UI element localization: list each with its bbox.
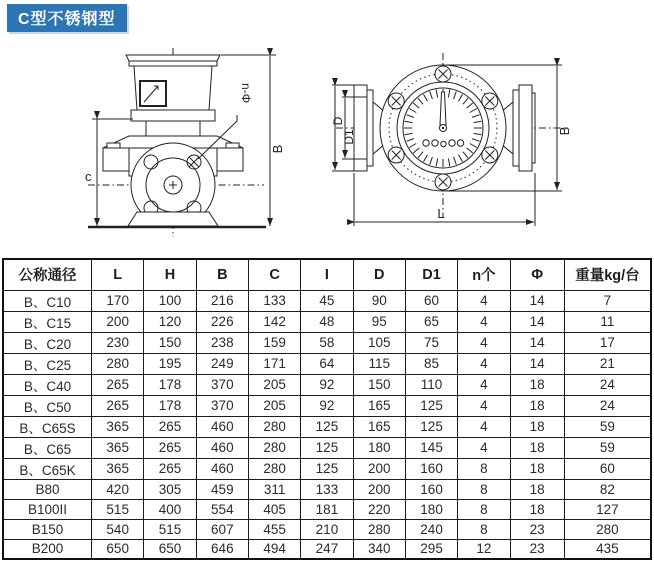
value-cell: 494 [248,539,300,559]
dimension-b-label: B [557,126,572,136]
model-cell: B、C20 [3,332,92,353]
value-cell: 240 [405,519,457,539]
model-cell: B100II [3,499,92,519]
value-cell: 82 [564,479,651,499]
value-cell: 216 [196,290,248,311]
value-cell: 405 [248,499,300,519]
value-cell: 159 [248,332,300,353]
value-cell: 150 [353,374,405,395]
model-cell: B、C10 [3,290,92,311]
value-cell: 4 [458,332,510,353]
value-cell: 265 [92,374,144,395]
value-cell: 18 [510,395,564,416]
value-cell: 18 [510,458,564,479]
value-cell: 125 [301,437,353,458]
value-cell: 23 [510,539,564,559]
value-cell: 365 [92,437,144,458]
value-cell: 265 [144,416,196,437]
value-cell: 65 [405,311,457,332]
table-row [3,479,651,499]
value-cell: 280 [248,437,300,458]
value-cell: 18 [510,479,564,499]
value-cell: 160 [405,458,457,479]
value-cell: 120 [144,311,196,332]
value-cell: 181 [301,499,353,519]
value-cell: 4 [458,353,510,374]
dimension-b [221,55,285,226]
value-cell: 4 [458,374,510,395]
value-cell: 554 [196,499,248,519]
value-cell: 247 [301,539,353,559]
model-cell: B、C50 [3,395,92,416]
column-header: C [248,259,300,290]
model-cell: B200 [3,539,92,559]
value-cell: 200 [353,479,405,499]
model-cell: B、C65 [3,437,92,458]
column-header: B [196,259,248,290]
value-cell: 58 [301,332,353,353]
value-cell: 435 [564,539,651,559]
table-row [3,311,651,332]
value-cell: 200 [92,311,144,332]
model-cell: B150 [3,519,92,539]
value-cell: 160 [405,479,457,499]
dimension-d-label: D [331,116,345,126]
value-cell: 4 [458,437,510,458]
value-cell: 11 [564,311,651,332]
value-cell: 60 [564,458,651,479]
value-cell: 178 [144,374,196,395]
value-cell: 540 [92,519,144,539]
value-cell: 14 [510,353,564,374]
value-cell: 18 [510,437,564,458]
register-window [140,81,166,106]
dimension-c [85,119,133,226]
value-cell: 4 [458,395,510,416]
value-cell: 515 [144,519,196,539]
table-row [3,353,651,374]
value-cell: 305 [144,479,196,499]
value-cell: 45 [301,290,353,311]
value-cell: 459 [196,479,248,499]
value-cell: 265 [144,458,196,479]
value-cell: 295 [405,539,457,559]
value-cell: 165 [353,416,405,437]
value-cell: 18 [510,374,564,395]
column-header: 重量kg/台 [564,259,651,290]
model-cell: B、C25 [3,353,92,374]
spec-table [2,258,652,560]
value-cell: 400 [144,499,196,519]
value-cell: 133 [248,290,300,311]
value-cell: 370 [196,374,248,395]
value-cell: 21 [564,353,651,374]
table-row [3,458,651,479]
value-cell: 4 [458,416,510,437]
value-cell: 265 [92,395,144,416]
value-cell: 280 [248,416,300,437]
value-cell: 205 [248,395,300,416]
dimension-c-label: c [85,169,92,184]
value-cell: 125 [405,395,457,416]
value-cell: 95 [353,311,405,332]
value-cell: 311 [248,479,300,499]
value-cell: 110 [405,374,457,395]
value-cell: 125 [301,458,353,479]
page-title: C型不锈钢型 [7,4,127,32]
model-cell: B、C40 [3,374,92,395]
value-cell: 7 [564,290,651,311]
value-cell: 142 [248,311,300,332]
value-cell: 23 [510,519,564,539]
value-cell: 64 [301,353,353,374]
value-cell: 105 [353,332,405,353]
value-cell: 125 [301,416,353,437]
value-cell: 75 [405,332,457,353]
value-cell: 133 [301,479,353,499]
table-row [3,539,651,559]
dimension-b-label: B [270,144,285,154]
value-cell: 18 [510,416,564,437]
value-cell: 150 [144,332,196,353]
meter-front-view-drawing [330,45,590,250]
table-row [3,499,651,519]
needle-icon [440,92,446,125]
value-cell: 365 [92,458,144,479]
value-cell: 8 [458,479,510,499]
value-cell: 125 [405,416,457,437]
value-cell: 280 [353,519,405,539]
base [128,212,218,226]
column-header: D [353,259,405,290]
meter-face [380,65,506,191]
column-header: H [144,259,196,290]
value-cell: 365 [92,416,144,437]
value-cell: 607 [196,519,248,539]
table-row [3,437,651,458]
value-cell: 340 [353,539,405,559]
value-cell: 280 [248,458,300,479]
table-row [3,374,651,395]
table-row [3,332,651,353]
value-cell: 460 [196,458,248,479]
value-cell: 460 [196,416,248,437]
value-cell: 420 [92,479,144,499]
column-header: 公称通径 [3,259,92,290]
value-cell: 48 [301,311,353,332]
value-cell: 115 [353,353,405,374]
value-cell: 12 [458,539,510,559]
value-cell: 14 [510,332,564,353]
value-cell: 24 [564,395,651,416]
model-cell: B、C15 [3,311,92,332]
meter-side-view-drawing [30,45,330,250]
column-header: Φ [510,259,564,290]
value-cell: 280 [92,353,144,374]
value-cell: 226 [196,311,248,332]
dimension-l-label: L [437,206,445,221]
value-cell: 4 [458,290,510,311]
value-cell: 92 [301,395,353,416]
counter-head [126,55,220,136]
value-cell: 145 [405,437,457,458]
value-cell: 100 [144,290,196,311]
value-cell: 650 [92,539,144,559]
right-flange [217,148,243,171]
value-cell: 205 [248,374,300,395]
column-header: L [92,259,144,290]
value-cell: 8 [458,519,510,539]
value-cell: 14 [510,290,564,311]
value-cell: 178 [144,395,196,416]
value-cell: 238 [196,332,248,353]
value-cell: 180 [405,499,457,519]
left-flange [103,148,129,171]
value-cell: 24 [564,374,651,395]
value-cell: 127 [564,499,651,519]
value-cell: 8 [458,458,510,479]
value-cell: 60 [405,290,457,311]
value-cell: 165 [353,395,405,416]
value-cell: 646 [196,539,248,559]
value-cell: 85 [405,353,457,374]
value-cell: 59 [564,437,651,458]
value-cell: 370 [196,395,248,416]
value-cell: 515 [92,499,144,519]
column-header: n个 [458,259,510,290]
value-cell: 17 [564,332,651,353]
value-cell: 200 [353,458,405,479]
value-cell: 8 [458,499,510,519]
model-cell: B80 [3,479,92,499]
value-cell: 14 [510,311,564,332]
value-cell: 210 [301,519,353,539]
table-row [3,416,651,437]
column-header: I [301,259,353,290]
value-cell: 280 [564,519,651,539]
value-cell: 180 [353,437,405,458]
value-cell: 195 [144,353,196,374]
table-row [3,290,651,311]
value-cell: 650 [144,539,196,559]
value-cell: 90 [353,290,405,311]
model-cell: B、C65S [3,416,92,437]
value-cell: 59 [564,416,651,437]
table-header-row [3,259,651,290]
value-cell: 171 [248,353,300,374]
value-cell: 230 [92,332,144,353]
value-cell: 265 [144,437,196,458]
value-cell: 18 [510,499,564,519]
column-header: D1 [405,259,457,290]
value-cell: 4 [458,311,510,332]
value-cell: 170 [92,290,144,311]
value-cell: 455 [248,519,300,539]
value-cell: 220 [353,499,405,519]
value-cell: 460 [196,437,248,458]
bolt-callout-label: n-Φ [239,83,253,104]
value-cell: 92 [301,374,353,395]
model-cell: B、C65K [3,458,92,479]
meter-body [88,136,266,227]
table-row [3,519,651,539]
dimension-d1-label: D1 [342,129,356,145]
value-cell: 249 [196,353,248,374]
table-row [3,395,651,416]
